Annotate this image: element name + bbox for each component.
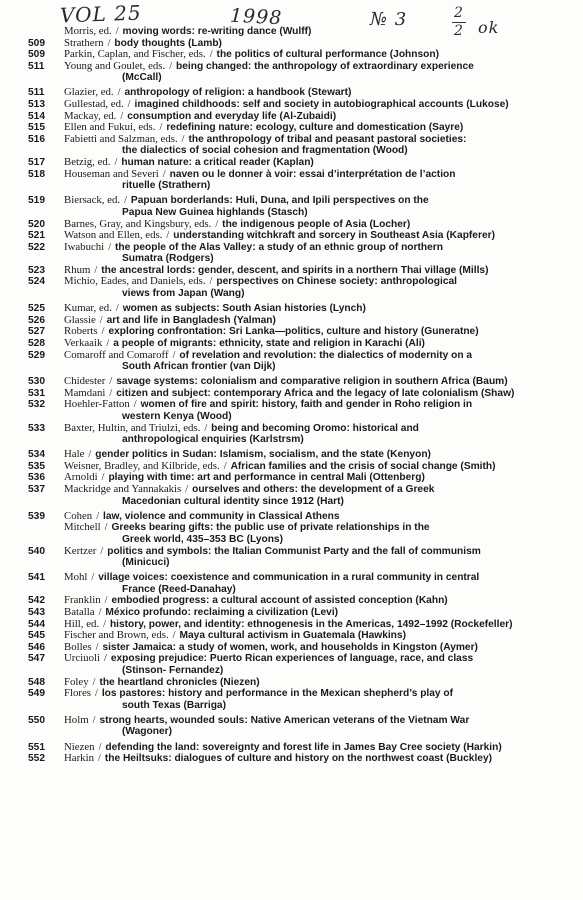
entry-body — [64, 630, 576, 642]
entry-title-continued: Sumatra (Rodgers) — [122, 253, 214, 265]
separator-slash: / — [106, 337, 110, 349]
separator-slash: / — [109, 387, 113, 399]
entry-number: 523 — [28, 264, 45, 276]
separator-slash: / — [88, 449, 92, 461]
entry-body — [64, 753, 576, 765]
separator-slash: / — [95, 641, 99, 653]
entry-body — [64, 653, 576, 676]
entry-body — [64, 423, 576, 446]
entry-author: Ellen and Fukui, eds. — [64, 121, 156, 134]
entry-number: 541 — [28, 572, 45, 584]
entry-body — [64, 595, 576, 607]
entry-number: 545 — [28, 630, 45, 642]
entry-title-continued: Papua New Guinea highlands (Stasch) — [122, 206, 308, 218]
review-list — [28, 26, 576, 765]
entry-body — [64, 546, 576, 569]
separator-slash: / — [127, 99, 131, 111]
entry-author: Batalla — [64, 606, 95, 618]
separator-slash: / — [172, 349, 176, 361]
entry-title-continued: the dialectics of social cohesion and fragmentation (Wood) — [122, 145, 408, 157]
entry-number: 543 — [28, 607, 45, 618]
separator-slash: / — [109, 376, 113, 388]
entry-body — [64, 169, 576, 192]
entry-title: body thoughts (Lamb) — [114, 37, 222, 49]
entry-number: 528 — [28, 337, 45, 349]
entry-title: moving words: re-writing dance (Wulff) — [122, 26, 312, 37]
entry-number: 527 — [28, 326, 45, 338]
entry-author: Mohl — [64, 571, 88, 584]
fraction-numerator: 2 — [454, 5, 464, 21]
entry-body — [64, 276, 576, 299]
entry-body — [64, 326, 576, 338]
entry-title: gender politics in Sudan: Islamism, socialism, and the state (Kenyon) — [95, 449, 431, 461]
fraction-denominator: 2 — [454, 23, 464, 39]
entry-number: 544 — [28, 618, 45, 630]
entry-body — [64, 242, 576, 265]
entry-title: women as subjects: South Asian histories (Lynch) — [122, 303, 366, 315]
list-item — [28, 242, 576, 265]
entry-number: 546 — [28, 641, 45, 653]
entry-body — [64, 388, 576, 400]
entry-title: of revelation and revolution: the dialectics of modernity on a — [179, 349, 473, 361]
entry-author: Baxter, Hultin, and Triulzi, eds. — [64, 421, 201, 434]
separator-slash: / — [96, 510, 100, 522]
entry-title: the politics of cultural performance (Johnson) — [216, 49, 439, 61]
entry-author: Morris, ed. — [64, 25, 112, 37]
entry-body — [64, 134, 576, 157]
entry-title: citizen and subject: contemporary Africa and the legacy of late colonialism (Shaw) — [116, 387, 515, 399]
list-item — [28, 715, 576, 738]
separator-slash: / — [114, 157, 118, 169]
entry-author: Fischer and Brown, eds. — [64, 629, 169, 642]
list-item — [28, 26, 576, 38]
entry-author: Houseman and Severi — [64, 167, 159, 180]
list-item — [28, 461, 576, 473]
entry-number: 542 — [28, 595, 45, 607]
separator-slash: / — [99, 314, 103, 326]
entry-author: Gullestad, ed. — [64, 98, 124, 111]
entry-number: 534 — [28, 449, 45, 461]
list-item — [28, 753, 576, 765]
entry-number: 533 — [28, 422, 45, 434]
entry-title-continued: views from Japan (Wang) — [122, 288, 245, 300]
entry-number: 548 — [28, 676, 45, 688]
entry-author: Glassie — [64, 313, 96, 326]
entry-number: 549 — [28, 688, 45, 700]
entry-title: redefining nature: ecology, culture and domestication (Sayre) — [166, 122, 464, 134]
handwritten-issue-number: № 3 — [370, 9, 408, 30]
entry-number — [28, 522, 64, 545]
entry-title: los pastores: history and performance in the Mexican shepherd’s play of — [101, 688, 454, 700]
entry-body — [64, 195, 576, 218]
entry-body — [64, 484, 576, 507]
list-item — [28, 423, 576, 446]
list-item — [28, 61, 576, 84]
entry-number: 535 — [28, 460, 45, 472]
separator-slash: / — [133, 399, 137, 411]
entry-number: 511 — [28, 87, 45, 99]
entry-title: the ancestral lords: gender, descent, and spirits in a northern Thai village (Mills) — [101, 264, 489, 276]
entry-title: México profundo: reclaiming a civilization (Levi) — [105, 607, 339, 618]
entry-number: 530 — [28, 376, 45, 388]
entry-body — [64, 350, 576, 373]
list-item — [28, 169, 576, 192]
entry-body — [64, 511, 576, 523]
entry-author: Watson and Ellen, eds. — [64, 229, 163, 242]
entry-author: Parkin, Caplan, and Fischer, eds. — [64, 48, 206, 61]
entry-author: Iwabuchi — [64, 240, 105, 253]
separator-slash: / — [104, 522, 108, 534]
entry-body — [64, 572, 576, 595]
entry-title: defending the land: sovereignty and forest life in James Bay Cree society (Harkin) — [105, 741, 502, 753]
entry-title: women of fire and spirit: history, faith and gender in Roho religion in — [140, 399, 473, 411]
entry-author: Holm — [64, 713, 89, 726]
separator-slash: / — [115, 26, 119, 37]
entry-number: 521 — [28, 230, 45, 242]
separator-slash: / — [166, 230, 170, 242]
entry-author: Bolles — [64, 640, 92, 653]
entry-author: Arnoldi — [64, 471, 98, 484]
list-item — [28, 484, 576, 507]
entry-author: Hill, ed. — [64, 617, 100, 630]
entry-number: 536 — [28, 472, 45, 484]
entry-body — [64, 376, 576, 388]
list-item — [28, 276, 576, 299]
entry-number: 525 — [28, 303, 45, 315]
separator-slash: / — [172, 630, 176, 642]
list-item — [28, 399, 576, 422]
separator-slash: / — [98, 741, 102, 753]
entry-number: 550 — [28, 714, 45, 726]
handwritten-year: 1998 — [229, 4, 283, 30]
entry-number: 522 — [28, 241, 45, 253]
entry-body — [64, 315, 576, 327]
entry-title: anthropology of religion: a handbook (Stewart) — [124, 87, 352, 99]
entry-author: Mackay, ed. — [64, 109, 117, 122]
entry-title: the anthropology of tribal and peasant pastoral societies: — [188, 133, 467, 145]
entry-title-continued: Greek world, 435–353 BC (Lyons) — [122, 533, 283, 545]
entry-author: Foley — [64, 675, 89, 688]
separator-slash: / — [181, 133, 185, 145]
entry-author: Mackridge and Yannakakis — [64, 483, 182, 496]
list-item — [28, 546, 576, 569]
entry-title: imagined childhoods: self and society in autobiographical accounts (Lukose) — [134, 99, 509, 111]
list-item — [28, 630, 576, 642]
entry-title-continued: anthropological enquiries (Karlstrsm) — [122, 434, 304, 446]
entry-title: village voices: coexistence and communication in a rural community in central — [98, 572, 480, 584]
entry-author: Hale — [64, 448, 85, 461]
entry-number: 520 — [28, 218, 45, 230]
entry-title: consumption and everyday life (Al-Zubaidi) — [127, 110, 337, 122]
entry-title: the people of the Alas Valley: a study of an ethnic group of northern — [115, 241, 443, 253]
separator-slash: / — [91, 572, 95, 584]
entry-title-continued: Macedonian cultural identity since 1912 (Hart) — [122, 495, 344, 507]
separator-slash: / — [95, 688, 98, 700]
entry-number: 532 — [28, 399, 45, 411]
entry-number: 540 — [28, 545, 45, 557]
entry-title: art and life in Bangladesh (Yalman) — [106, 314, 276, 326]
entry-author: Cohen — [64, 509, 93, 522]
entry-title: ourselves and others: the development of a Greek — [192, 484, 435, 496]
list-item — [28, 642, 576, 654]
entry-title: history, power, and identity: ethnogenesis in the Americas, 1492–1992 (Rockefeller) — [109, 618, 513, 630]
entry-body — [64, 61, 576, 84]
entry-title: Greeks bearing gifts: the public use of private relationships in the — [111, 522, 430, 534]
separator-slash: / — [97, 753, 101, 765]
entry-number: 515 — [28, 122, 45, 134]
entry-author: Kertzer — [64, 544, 97, 557]
list-item — [28, 230, 576, 242]
entry-title: the Heiltsuks: dialogues of culture and history on the northwest coast (Buckley) — [104, 753, 493, 765]
entry-title: Maya cultural activism in Guatemala (Hawkins) — [179, 630, 406, 642]
separator-slash: / — [94, 264, 98, 276]
list-item — [28, 134, 576, 157]
entry-number: 513 — [28, 99, 45, 111]
entry-number: 537 — [28, 484, 45, 496]
handwritten-volume: VOL 25 — [59, 0, 142, 28]
entry-title-continued: western Kenya (Wood) — [122, 411, 232, 422]
entry-number: 509 — [28, 37, 45, 49]
list-item — [28, 350, 576, 373]
entry-title-continued: (Wagoner) — [122, 726, 172, 738]
entry-title: embodied progress: a cultural account of assisted conception (Kahn) — [111, 595, 448, 607]
list-item — [28, 195, 576, 218]
entry-title-continued: (Stinson- Fernandez) — [122, 664, 224, 676]
entry-author: Verkaaik — [64, 336, 103, 349]
entry-author: Weisner, Bradley, and Kilbride, eds. — [64, 459, 220, 472]
entry-body — [64, 87, 576, 99]
entry-number: 511 — [28, 60, 45, 72]
entry-number: 516 — [28, 133, 45, 145]
entry-author: Young and Goulet, eds. — [64, 59, 166, 72]
separator-slash: / — [103, 653, 107, 665]
entry-body — [64, 303, 576, 315]
entry-number: 519 — [28, 195, 45, 207]
entry-title: savage systems: colonialism and comparative religion in southern Africa (Baum) — [116, 376, 508, 388]
entry-author: Biersack, ed. — [64, 194, 121, 207]
entry-number: 509 — [28, 49, 45, 61]
entry-body — [64, 742, 576, 754]
separator-slash: / — [162, 168, 166, 180]
entry-title: understanding witchkraft and sorcery in Southeast Asia (Kapferer) — [173, 230, 495, 242]
handwritten-ok: ok — [478, 18, 500, 37]
entry-body — [64, 677, 576, 689]
list-item — [28, 522, 576, 545]
separator-slash: / — [100, 545, 104, 557]
separator-slash: / — [107, 37, 111, 49]
entry-author: Mamdani — [64, 386, 106, 399]
separator-slash: / — [101, 326, 105, 338]
entry-author: Franklin — [64, 594, 101, 607]
entry-title: Papuan borderlands: Huli, Duna, and Ipili perspectives on the — [130, 195, 429, 207]
entry-title: playing with time: art and performance in central Mali (Ottenberg) — [108, 472, 425, 484]
entry-body — [64, 522, 576, 545]
entry-title: strong hearts, wounded souls: Native American veterans of the Vietnam War — [99, 714, 470, 726]
separator-slash: / — [108, 241, 112, 253]
separator-slash: / — [209, 276, 213, 288]
separator-slash: / — [169, 60, 173, 72]
separator-slash: / — [117, 87, 121, 99]
entry-author: Barnes, Gray, and Kingsbury, eds. — [64, 217, 212, 230]
entry-author: Niezen — [64, 740, 95, 753]
separator-slash: / — [185, 484, 189, 496]
separator-slash: / — [209, 49, 213, 61]
entry-number — [28, 26, 64, 38]
list-item — [28, 326, 576, 338]
separator-slash: / — [223, 460, 227, 472]
entry-number: 551 — [28, 741, 45, 753]
entry-title-continued: South African frontier (van Dijk) — [122, 361, 276, 373]
entry-body — [64, 99, 576, 111]
entry-title: the indigenous people of Asia (Locher) — [222, 218, 411, 230]
entry-title-continued: (McCall) — [122, 72, 162, 84]
list-item — [28, 677, 576, 689]
entry-number: 547 — [28, 653, 45, 665]
entry-author: Mitchell — [64, 521, 101, 534]
entry-title: the heartland chronicles (Niezen) — [99, 676, 260, 688]
list-item — [28, 595, 576, 607]
separator-slash: / — [98, 607, 102, 618]
entry-author: Betzig, ed. — [64, 156, 111, 169]
entry-title: sister Jamaica: a study of women, work, and households in Kingston (Aymer) — [102, 641, 478, 653]
entry-title: human nature: a critical reader (Kaplan) — [121, 157, 314, 169]
separator-slash: / — [124, 195, 127, 207]
entry-author: Rhum — [64, 263, 91, 276]
separator-slash: / — [159, 122, 163, 134]
entry-number: 517 — [28, 157, 45, 169]
entry-title: law, violence and community in Classical Athens — [103, 510, 340, 522]
entry-body — [64, 230, 576, 242]
entry-title: a people of migrants: ethnicity, state and religion in Karachi (Ali) — [113, 337, 425, 349]
entry-title-continued: rituelle (Strathern) — [122, 180, 211, 192]
entry-number: 514 — [28, 110, 45, 122]
entry-body — [64, 461, 576, 473]
separator-slash: / — [204, 422, 208, 434]
separator-slash: / — [92, 676, 96, 688]
entry-number: 539 — [28, 510, 45, 522]
list-item — [28, 303, 576, 315]
entry-title: being changed: the anthropology of extraordinary experience — [176, 60, 474, 72]
entry-author: Strathern — [64, 36, 104, 49]
entry-body — [64, 399, 576, 422]
separator-slash: / — [115, 303, 119, 315]
entry-author: Harkin — [64, 752, 94, 765]
entry-title: being and becoming Oromo: historical and — [211, 422, 419, 434]
entry-title: naven ou le donner à voir: essai d’interprétation de l’action — [169, 168, 456, 180]
entry-author: Urciuoli — [64, 652, 100, 665]
entry-title: exploring confrontation: Sri Lanka—politics, culture and history (Guneratne) — [108, 326, 479, 338]
list-item — [28, 607, 576, 619]
entry-title: perspectives on Chinese society: anthropological — [216, 276, 457, 288]
entry-number: 552 — [28, 753, 45, 765]
entry-title: exposing prejudice: Puerto Rican experiences of language, race, and class — [110, 653, 474, 665]
entry-number: 526 — [28, 314, 45, 326]
entry-body — [64, 688, 576, 711]
separator-slash: / — [101, 472, 105, 484]
list-item — [28, 376, 576, 388]
entry-title-continued: France (Reed-Danahay) — [122, 583, 236, 595]
entry-number: 529 — [28, 349, 45, 361]
entry-author: Kumar, ed. — [64, 302, 112, 315]
entry-author: Flores — [64, 687, 91, 700]
entry-author: Comaroff and Comaroff — [64, 348, 169, 361]
list-item — [28, 653, 576, 676]
entry-body — [64, 607, 576, 619]
list-item — [28, 511, 576, 523]
entry-author: Chidester — [64, 375, 106, 388]
entry-body — [64, 642, 576, 654]
entry-title-continued: (Minicuci) — [122, 557, 170, 569]
entry-author: Roberts — [64, 325, 98, 338]
entry-number: 524 — [28, 276, 45, 288]
entry-author: Fabietti and Salzman, eds. — [64, 132, 178, 145]
entry-author: Glazier, ed. — [64, 86, 114, 99]
entry-title: politics and symbols: the Italian Communist Party and the fall of communism — [107, 545, 481, 557]
entry-title-continued: south Texas (Barriga) — [122, 699, 226, 711]
entry-body — [64, 26, 576, 38]
entry-title: African families and the crisis of social change (Smith) — [230, 460, 496, 472]
list-item — [28, 742, 576, 754]
list-item — [28, 572, 576, 595]
entry-author: Hoehler-Fatton — [64, 398, 130, 411]
list-item — [28, 688, 576, 711]
separator-slash: / — [120, 110, 124, 122]
entry-author: Michio, Eades, and Daniels, eds. — [64, 275, 206, 288]
entry-number: 518 — [28, 168, 45, 180]
entry-number: 531 — [28, 387, 45, 399]
entry-body — [64, 715, 576, 738]
separator-slash: / — [215, 218, 219, 230]
separator-slash: / — [104, 595, 108, 607]
separator-slash: / — [92, 714, 96, 726]
list-item — [28, 315, 576, 327]
separator-slash: / — [103, 618, 106, 630]
